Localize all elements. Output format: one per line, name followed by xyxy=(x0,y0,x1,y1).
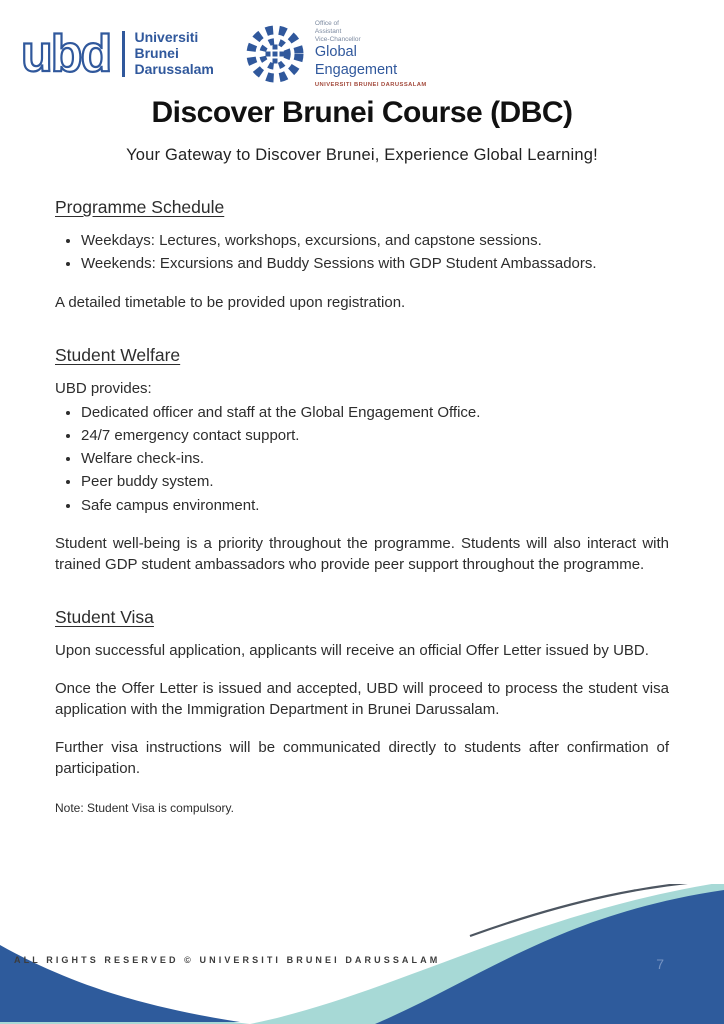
global-engagement-emblem-icon xyxy=(244,23,306,85)
ubd-wordmark-icon xyxy=(20,26,112,82)
programme-schedule-note: A detailed timetable to be provided upon registration. xyxy=(55,293,406,311)
tagline: Your Gateway to Discover Brunei, Experience Global Learning! xyxy=(126,146,598,164)
engagement-title-line: Engagement xyxy=(314,62,398,79)
student-welfare-list xyxy=(55,402,669,516)
engagement-subtext: UNIVERSITI BRUNEI DARUSSALAM xyxy=(314,81,427,88)
ubd-name-line: Darussalam xyxy=(134,60,214,77)
list-item: • Weekends: Excursions and Buddy Sessions with GDP Student Ambassadors. xyxy=(81,253,669,274)
document-content xyxy=(55,96,669,815)
section-heading-student-visa: Student Visa xyxy=(55,607,154,628)
page-title: Discover Brunei Course (DBC) xyxy=(151,96,573,129)
student-visa-paragraph: Further visa instructions will be communicated directly to students after confirmation of participation. xyxy=(55,739,669,778)
programme-schedule-list xyxy=(55,230,669,275)
footer-wave-graphic xyxy=(0,884,724,1024)
ubd-name xyxy=(135,30,214,77)
list-item: • Welfare check-ins. xyxy=(81,448,669,469)
logo-divider xyxy=(122,31,125,77)
list-item: • 24/7 emergency contact support. xyxy=(81,425,669,446)
list-item: • Safe campus environment. xyxy=(81,495,669,516)
global-engagement-logo xyxy=(244,20,427,88)
global-engagement-text xyxy=(315,20,427,88)
student-welfare-intro: UBD provides: xyxy=(55,379,152,397)
list-item: • Weekdays: Lectures, workshops, excursions, and capstone sessions. xyxy=(81,230,669,251)
ubd-name-line: Universiti xyxy=(134,29,199,46)
ubd-name-line: Brunei xyxy=(134,45,179,61)
office-line: Vice-Chancellor xyxy=(314,35,361,43)
copyright-text: ALL RIGHTS RESERVED © UNIVERSITI BRUNEI DARUSSALAM xyxy=(14,955,441,965)
ubd-logo xyxy=(20,26,214,82)
section-heading-programme-schedule: Programme Schedule xyxy=(55,197,225,217)
engagement-title-line: Global xyxy=(314,44,357,61)
office-line: Office of xyxy=(314,20,339,27)
office-line: Assistant xyxy=(314,27,342,35)
student-welfare-paragraph: Student well-being is a priority throughout the programme. Students will also interact with trained GDP student ambassadors who provide peer support throughout the programme. xyxy=(55,535,669,574)
ubd-mark-text: ubd xyxy=(21,25,111,82)
student-visa-paragraph: Once the Offer Letter is issued and accepted, UBD will proceed to process the student visa application with the Immigration Department in Brunei Darussalam. xyxy=(55,680,669,719)
header xyxy=(20,20,427,88)
page-number: 7 xyxy=(656,956,664,972)
list-item: • Dedicated officer and staff at the Global Engagement Office. xyxy=(81,402,669,423)
section-heading-student-welfare: Student Welfare xyxy=(55,344,181,365)
list-item: • Peer buddy system. xyxy=(81,471,669,492)
student-visa-paragraph: Upon successful application, applicants will receive an official Offer Letter issued by UBD. xyxy=(55,642,649,660)
student-visa-note: Note: Student Visa is compulsory. xyxy=(55,801,234,816)
